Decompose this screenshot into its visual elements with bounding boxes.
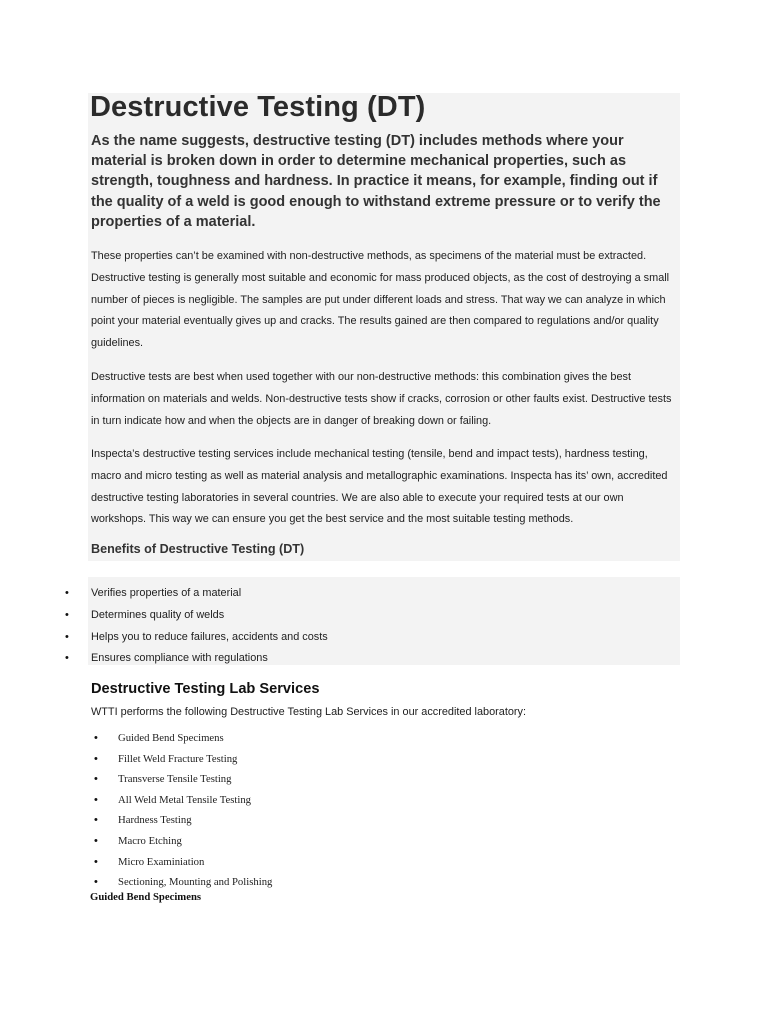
body-paragraph: Destructive tests are best when used together with our non-destructive methods: this combination gives the best information on materials and welds. Non-destructive tests show if cracks, corrosion or other faults exist. Destructive tests in turn indicate how and when the objects are in danger of breaking down or failing. xyxy=(91,371,672,427)
list-item xyxy=(0,769,272,790)
list-item-label: Fillet Weld Fracture Testing xyxy=(118,752,238,765)
list-item xyxy=(0,728,272,749)
list-item xyxy=(0,790,272,811)
bullet-icon: • xyxy=(65,608,69,621)
bullet-icon: • xyxy=(94,876,98,889)
bullet-icon: • xyxy=(65,587,69,599)
lab-services-list xyxy=(0,728,272,893)
list-item-label: Sectioning, Mounting and Polishing xyxy=(118,876,273,889)
bullet-icon: • xyxy=(65,630,69,643)
list-item-label: All Weld Metal Tensile Testing xyxy=(118,793,252,806)
list-item xyxy=(0,648,328,670)
list-item-label: Ensures compliance with regulations xyxy=(91,652,268,665)
body-paragraph: Inspecta’s destructive testing services include mechanical testing (tensile, bend and impact tests), hardness testing, macro and micro testing as well as material analysis and metallographic examinations. Inspecta has its’ own, accredited destructive testing laboratories in several countries. We are also able to execute your required tests at our own workshops. This way we can ensure you get the best service and the most suitable testing methods. xyxy=(91,448,668,526)
list-item-label: Transverse Tensile Testing xyxy=(118,773,232,786)
bullet-icon: • xyxy=(94,732,98,744)
list-item-label: Determines quality of welds xyxy=(91,608,225,621)
list-item-label: Hardness Testing xyxy=(118,814,192,827)
body-paragraph: These properties can’t be examined with non-destructive methods, as specimens of the material must be extracted. Destructive testing is generally most suitable and economic for mass produced objects, as the cost of destroying a small number of pieces is negligible. The samples are put under different loads and stress. That way we can analyze in which point your material eventually gives up and cracks. The results gained are then compared to regulations and/or quality guidelines. xyxy=(91,250,670,350)
bullet-icon: • xyxy=(94,834,98,847)
page-title: Destructive Testing (DT) xyxy=(90,91,426,123)
list-item xyxy=(0,831,272,852)
list-item-label: Guided Bend Specimens xyxy=(118,732,224,744)
list-item xyxy=(0,852,272,873)
list-item xyxy=(0,749,272,770)
bullet-icon: • xyxy=(94,793,98,806)
list-item xyxy=(0,872,272,893)
list-item xyxy=(0,810,272,831)
lead-paragraph: As the name suggests, destructive testing (DT) includes methods where your material is broken down in order to determine mechanical properties, such as strength, toughness and hardness. In practice it means, for example, finding out if the quality of a weld is good enough to withstand extreme pressure or to verify the properties of a material. xyxy=(91,133,661,230)
list-item xyxy=(0,583,328,605)
section-heading: Guided Bend Specimens xyxy=(90,891,202,903)
bullet-icon: • xyxy=(94,773,98,786)
bullet-icon: • xyxy=(94,855,98,868)
bullet-icon: • xyxy=(65,652,69,665)
benefits-heading: Benefits of Destructive Testing (DT) xyxy=(91,542,305,556)
list-item-label: Verifies properties of a material xyxy=(91,587,242,599)
benefits-list xyxy=(0,583,328,670)
lab-services-heading: Destructive Testing Lab Services xyxy=(91,681,320,697)
list-item-label: Helps you to reduce failures, accidents and costs xyxy=(91,630,328,643)
list-item xyxy=(0,627,328,649)
list-item xyxy=(0,605,328,627)
list-item-label: Micro Examiniation xyxy=(118,855,205,868)
bullet-icon: • xyxy=(94,752,98,765)
bullet-icon: • xyxy=(94,814,98,827)
list-item-label: Macro Etching xyxy=(118,834,182,847)
lab-services-intro: WTTI performs the following Destructive Testing Lab Services in our accredited laboratory: xyxy=(91,706,527,718)
